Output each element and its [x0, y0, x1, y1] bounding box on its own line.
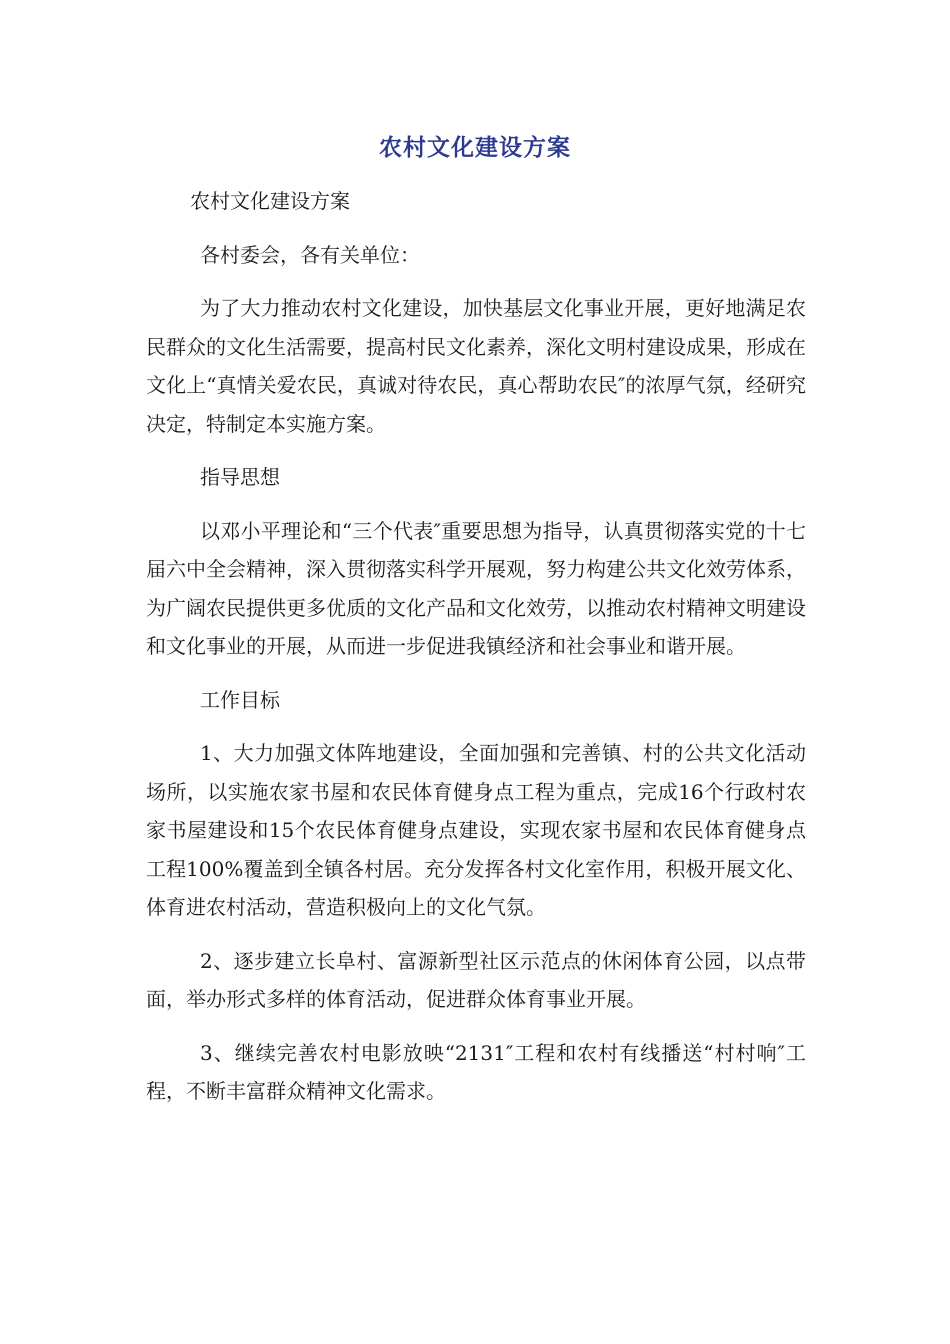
paragraph-goal-3: 3、继续完善农村电影放映“2131″工程和农村有线播送“村村响″工程，不断丰富群众精神文化需求。: [146, 1040, 806, 1103]
paragraph-subtitle: 农村文化建设方案: [190, 189, 350, 213]
heading-guiding-ideology: 指导思想: [200, 465, 280, 489]
heading-work-goals: 工作目标: [200, 687, 280, 712]
paragraph-guiding-ideology: 以邓小平理论和“三个代表″重要思想为指导，认真贯彻落实党的十七届六中全会精神，深入贯彻落实科学开展观，努力构建公共文化效劳体系，为广阔农民提供更多优质的文化产品和文化效劳，以推动农村精神文明建设和文化事业的开展，从而进一步促进我镇经济和社会事业和谐开展。: [146, 518, 806, 658]
paragraph-goal-2: 2、逐步建立长阜村、富源新型社区示范点的休闲体育公园，以点带面，举办形式多样的体育活动，促进群众体育事业开展。: [146, 948, 806, 1011]
document-title: 农村文化建设方案: [379, 135, 571, 161]
document-body: [146, 182, 806, 1126]
paragraph-intro: 为了大力推动农村文化建设，加快基层文化事业开展，更好地满足农民群众的文化生活需要，提高村民文化素养，深化文明村建设成果，形成在文化上“真情关爱农民，真诚对待农民，真心帮助农民″的浓厚气氛，经研究决定，特制定本实施方案。: [146, 296, 806, 436]
paragraph-salutation: 各村委会，各有关单位：: [200, 242, 420, 267]
paragraph-goal-1: 1、大力加强文体阵地建设，全面加强和完善镇、村的公共文化活动场所，以实施农家书屋和农民体育健身点工程为重点，完成16个行政村农家书屋建设和15个农民体育健身点建设，实现农家书屋和农民体育健身点工程100%覆盖到全镇各村居。充分发挥各村文化室作用，积极开展文化、体育进农村活动，营造积极向上的文化气氛。: [146, 741, 806, 919]
